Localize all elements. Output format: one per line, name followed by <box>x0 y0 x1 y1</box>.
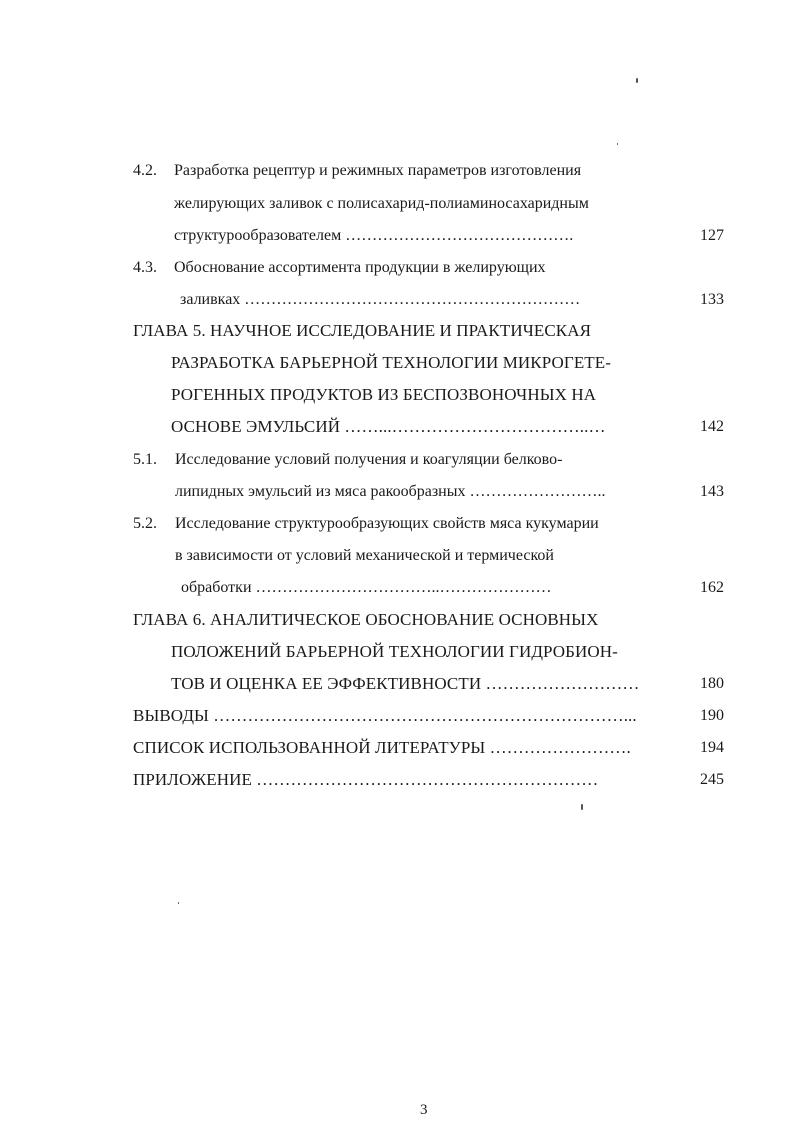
toc-chapter-5-line-3: РОГЕННЫХ ПРОДУКТОВ ИЗ БЕСПОЗВОНОЧНЫХ НА <box>171 385 597 404</box>
toc-page-appendix: 245 <box>700 771 724 788</box>
toc-number-4-2: 4.2. <box>133 162 157 179</box>
toc-page-4-3: 133 <box>700 291 724 308</box>
toc-chapter-6-line-2: ПОЛОЖЕНИЙ БАРЬЕРНОЙ ТЕХНОЛОГИИ ГИДРОБИОН- <box>171 642 618 661</box>
toc-appendix: ПРИЛОЖЕНИЕ …………………………………………………… <box>133 770 599 789</box>
toc-references: СПИСОК ИСПОЛЬЗОВАННОЙ ЛИТЕРАТУРЫ ……………………. <box>133 738 631 757</box>
toc-entry-5-2-line-1: Исследование структурообразующих свойств мяса кукумарии <box>175 515 599 532</box>
toc-entry-4-3-line-1: Обоснование ассортимента продукции в желирующих <box>174 259 546 276</box>
toc-chapter-5-line-4: ОСНОВЕ ЭМУЛЬСИЙ ……...……………………………..… <box>171 417 606 436</box>
toc-entry-4-2-line-3: структурообразователем ……………………………………. <box>174 227 574 244</box>
toc-entry-4-2-line-1: Разработка рецептур и режимных параметров изготовления <box>174 162 582 179</box>
toc-chapter-6-line-1: ГЛАВА 6. АНАЛИТИЧЕСКОЕ ОБОСНОВАНИЕ ОСНОВНЫХ <box>133 610 599 629</box>
toc-conclusions: ВЫВОДЫ ………………………………………………………………... <box>133 706 637 725</box>
toc-number-5-2: 5.2. <box>133 515 157 532</box>
toc-entry-5-2-line-3: обработки ……………………………..………………… <box>181 579 552 596</box>
toc-entry-5-1-line-1: Исследование условий получения и коагуляции белково- <box>175 451 563 468</box>
page-number: 3 <box>420 1102 428 1118</box>
toc-chapter-5-line-2: РАЗРАБОТКА БАРЬЕРНОЙ ТЕХНОЛОГИИ МИКРОГЕТЕ- <box>171 353 612 372</box>
toc-page-chapter-6: 180 <box>700 675 724 692</box>
toc-page-conclusions: 190 <box>700 707 724 724</box>
toc-number-4-3: 4.3. <box>133 259 157 276</box>
toc-entry-5-2-line-2: в зависимости от условий механической и термической <box>175 547 554 564</box>
toc-chapter-5-line-1: ГЛАВА 5. НАУЧНОЕ ИССЛЕДОВАНИЕ И ПРАКТИЧЕСКАЯ <box>133 321 592 340</box>
toc-entry-5-1-line-2: липидных эмульсий из мяса ракообразных …………………….. <box>175 483 606 500</box>
toc-page-5-1: 143 <box>700 483 724 500</box>
toc-chapter-6-line-3: ТОВ И ОЦЕНКА ЕЕ ЭФФЕКТИВНОСТИ ……………………… <box>171 674 640 693</box>
scan-speck <box>581 804 583 810</box>
toc-page-5-2: 162 <box>700 579 724 596</box>
scan-speck <box>636 78 638 83</box>
toc-entry-4-3-line-2: заливках ……………………………………………………… <box>180 291 581 308</box>
toc-page-chapter-5: 142 <box>700 418 724 435</box>
toc-entry-4-2-line-2: желирующих заливок с полисахарид-полиаминосахаридным <box>174 195 589 212</box>
toc-page-4-2: 127 <box>700 227 724 244</box>
toc-number-5-1: 5.1. <box>133 451 157 468</box>
toc-page-references: 194 <box>700 739 724 756</box>
scan-speck <box>178 902 179 904</box>
scan-speck <box>617 143 618 145</box>
